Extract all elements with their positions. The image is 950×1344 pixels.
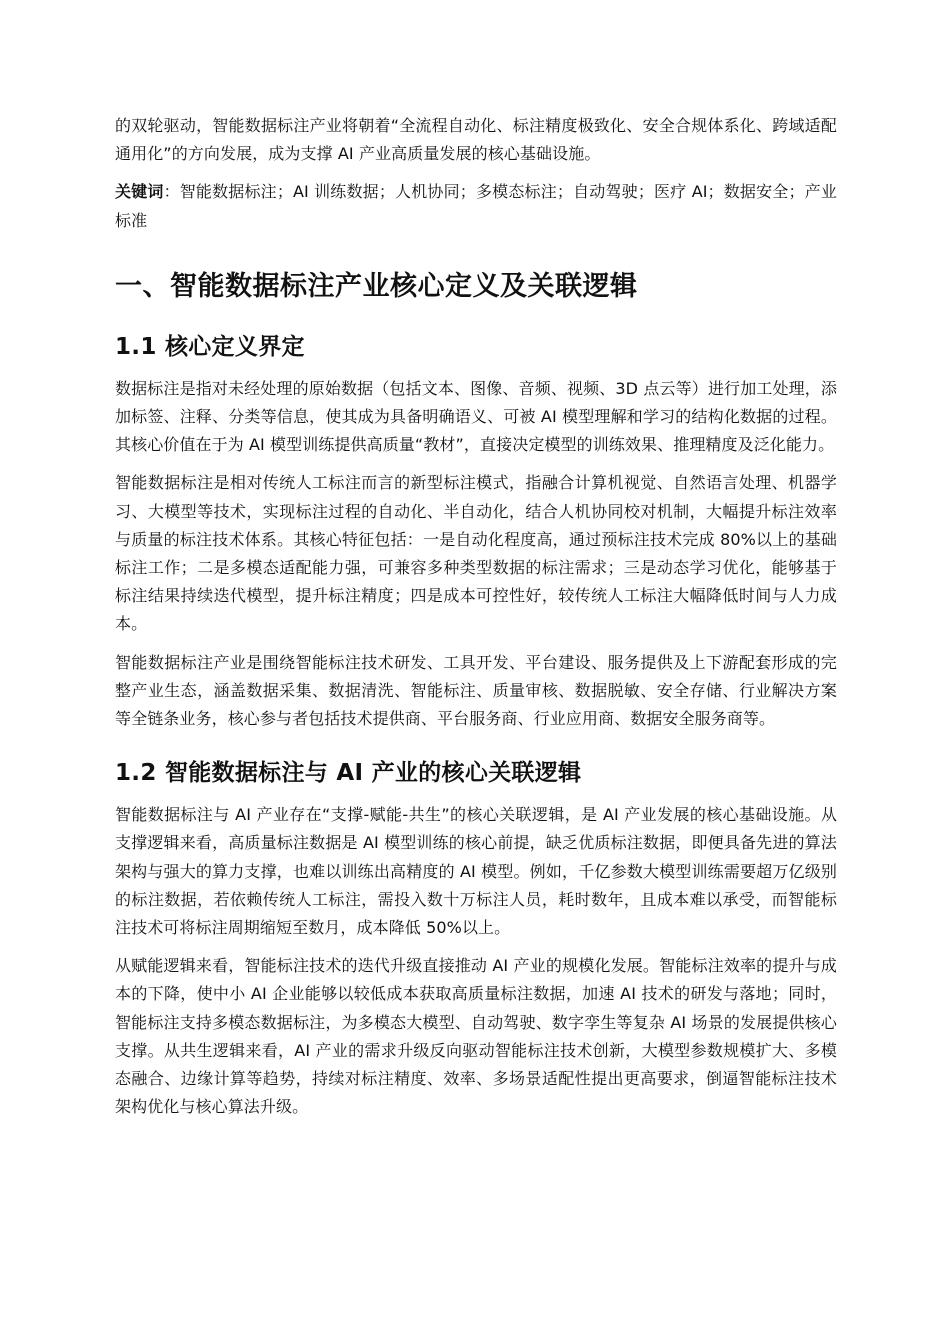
keywords-text: ：智能数据标注；AI 训练数据；人机协同；多模态标注；自动驾驶；医疗 AI；数据安全；产业标准 <box>115 182 837 230</box>
body-paragraph: 从赋能逻辑来看，智能标注技术的迭代升级直接推动 AI 产业的规模化发展。智能标注效率的提升与成本的下降，使中小 AI 企业能够以较低成本获取高质量标注数据，加速 AI 技术的研发与落地；同时，智能标注支持多模态数据标注，为多模态大模型、自动驾驶、数字孪生等复杂 AI 场景的发展提供核心支撑。从共生逻辑来看，AI 产业的需求升级反向驱动智能标注技术创新，大模型参数规模扩大、多模态融合、边缘计算等趋势，持续对标注精度、效率、多场景适配性提出更高要求，倒逼智能标注技术架构优化与核心算法升级。 <box>115 956 837 1117</box>
intro-paragraph: 的双轮驱动，智能数据标注产业将朝着“全流程自动化、标注精度极致化、安全合规体系化、跨域适配通用化”的方向发展，成为支撑 AI 产业高质量发展的核心基础设施。 <box>115 116 837 164</box>
body-paragraph: 数据标注是指对未经处理的原始数据（包括文本、图像、音频、视频、3D 点云等）进行加工处理，添加标签、注释、分类等信息，使其成为具备明确语义、可被 AI 模型理解和学习的结构化数据的过程。其核心价值在于为 AI 模型训练提供高质量“教材”，直接决定模型的训练效果、推理精度及泛化能力。 <box>115 378 837 455</box>
document-page <box>115 112 837 1131</box>
section-1-1-heading: 1.1 核心定义界定 <box>115 333 305 360</box>
section-1-heading: 一、智能数据标注产业核心定义及关联逻辑 <box>115 270 638 302</box>
section-1-2-heading: 1.2 智能数据标注与 AI 产业的核心关联逻辑 <box>115 760 582 787</box>
keywords-paragraph <box>115 178 837 234</box>
body-paragraph: 智能数据标注产业是围绕智能标注技术研发、工具开发、平台建设、服务提供及上下游配套形成的完整产业生态，涵盖数据采集、数据清洗、智能标注、质量审核、数据脱敏、安全存储、行业解决方案等全链条业务，核心参与者包括技术提供商、平台服务商、行业应用商、数据安全服务商等。 <box>115 652 837 729</box>
body-paragraph: 智能数据标注是相对传统人工标注而言的新型标注模式，指融合计算机视觉、自然语言处理、机器学习、大模型等技术，实现标注过程的自动化、半自动化，结合人机协同校对机制，大幅提升标注效率与质量的标注技术体系。其核心特征包括：一是自动化程度高，通过预标注技术完成 80%以上的基础标注工作；二是多模态适配能力强，可兼容多种类型数据的标注需求；三是动态学习优化，能够基于标注结果持续迭代模型，提升标注精度；四是成本可控性好，较传统人工标注大幅降低时间与人力成本。 <box>115 473 837 634</box>
keywords-label: 关键词 <box>115 182 164 202</box>
body-paragraph: 智能数据标注与 AI 产业存在“支撑-赋能-共生”的核心关联逻辑，是 AI 产业发展的核心基础设施。从支撑逻辑来看，高质量标注数据是 AI 模型训练的核心前提，缺乏优质标注数据，即便具备先进的算法架构与强大的算力支撑，也难以训练出高精度的 AI 模型。例如，千亿参数大模型训练需要超万亿级别的标注数据，若依赖传统人工标注，需投入数十万标注人员，耗时数年，且成本难以承受，而智能标注技术可将标注周期缩短至数月，成本降低 50%以上。 <box>115 805 837 938</box>
